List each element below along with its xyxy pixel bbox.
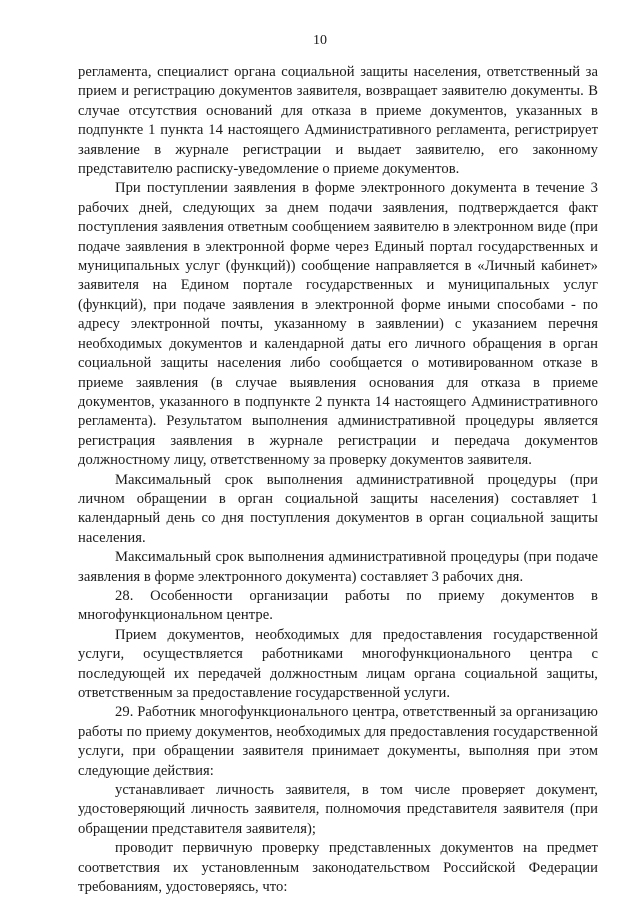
paragraph-item-28: 28. Особенности организации работы по приему документов в многофункциональном центре. (78, 587, 598, 624)
paragraph-identity-check: устанавливает личность заявителя, в том числе проверяет документ, удостоверяющий личность заявителя, полномочия представителя заявителя (при обращении представителя заявителя); (78, 782, 598, 837)
page-number: 10 (313, 33, 327, 48)
paragraph-continuation: регламента, специалист органа социальной защиты населения, ответственный за прием и регистрацию документов заявителя, возвращает заявителю документы. В случае отсутствия оснований для отказа в приеме документов, указанных в подпункте 1 пункта 14 настоящего Административного регламента, регистрирует заявление в журнале регистрации и выдает заявителю, его законному представителю расписку-уведомление о приеме документов. (78, 64, 598, 178)
paragraph-item-29: 29. Работник многофункционального центра, ответственный за организацию работы по приему документов, необходимых для предоставления государственной услуги, при обращении заявителя принимает документы, выполняя при этом следующие действия: (78, 704, 598, 779)
paragraph-max-term-electronic: Максимальный срок выполнения административной процедуры (при подаче заявления в форме электронного документа) составляет 3 рабочих дня. (78, 549, 598, 585)
document-body (78, 63, 598, 897)
paragraph-primary-check: проводит первичную проверку представленных документов на предмет соответствия их установленным законодательством Российской Федерации требованиям, удостоверяясь, что: (78, 840, 598, 896)
paragraph-mfc-reception: Прием документов, необходимых для предоставления государственной услуги, осуществляется работниками многофункционального центра с последующей их передачей должностным лицам органа социальной защиты, ответственным за предоставление государственной услуги. (78, 626, 598, 701)
paragraph-max-term-personal: Максимальный срок выполнения административной процедуры (при личном обращении в орган социальной защиты населения) составляет 1 календарный день со дня поступления документов в орган социальной защиты населения. (78, 471, 598, 546)
paragraph-electronic-submission: При поступлении заявления в форме электронного документа в течение 3 рабочих дней, следующих за днем подачи заявления, подтверждается факт поступления заявления ответным сообщением заявителю в электронном виде (при подаче заявления в электронной форме через Единый портал государственных и муниципальных услуг (функций)) сообщение направляется в «Личный кабинет» заявителя на Едином портале государственных и муниципальных услуг (функций), при подаче заявления в электронной форме иными способами - по адресу электронной почты, указанному в заявлении) с указанием перечня необходимых документов и календарной даты его личного обращения в орган социальной защиты населения либо сообщается о мотивированном отказе в приеме заявления (в случае выявления основания для отказа в приеме документов, указанного в подпункте 2 пункта 14 настоящего Административного регламента). Результатом выполнения административной процедуры является регистрация заявления в журнале регистрации и передача документов должностному лицу, ответственному за проверку документов заявителя. (78, 180, 598, 469)
